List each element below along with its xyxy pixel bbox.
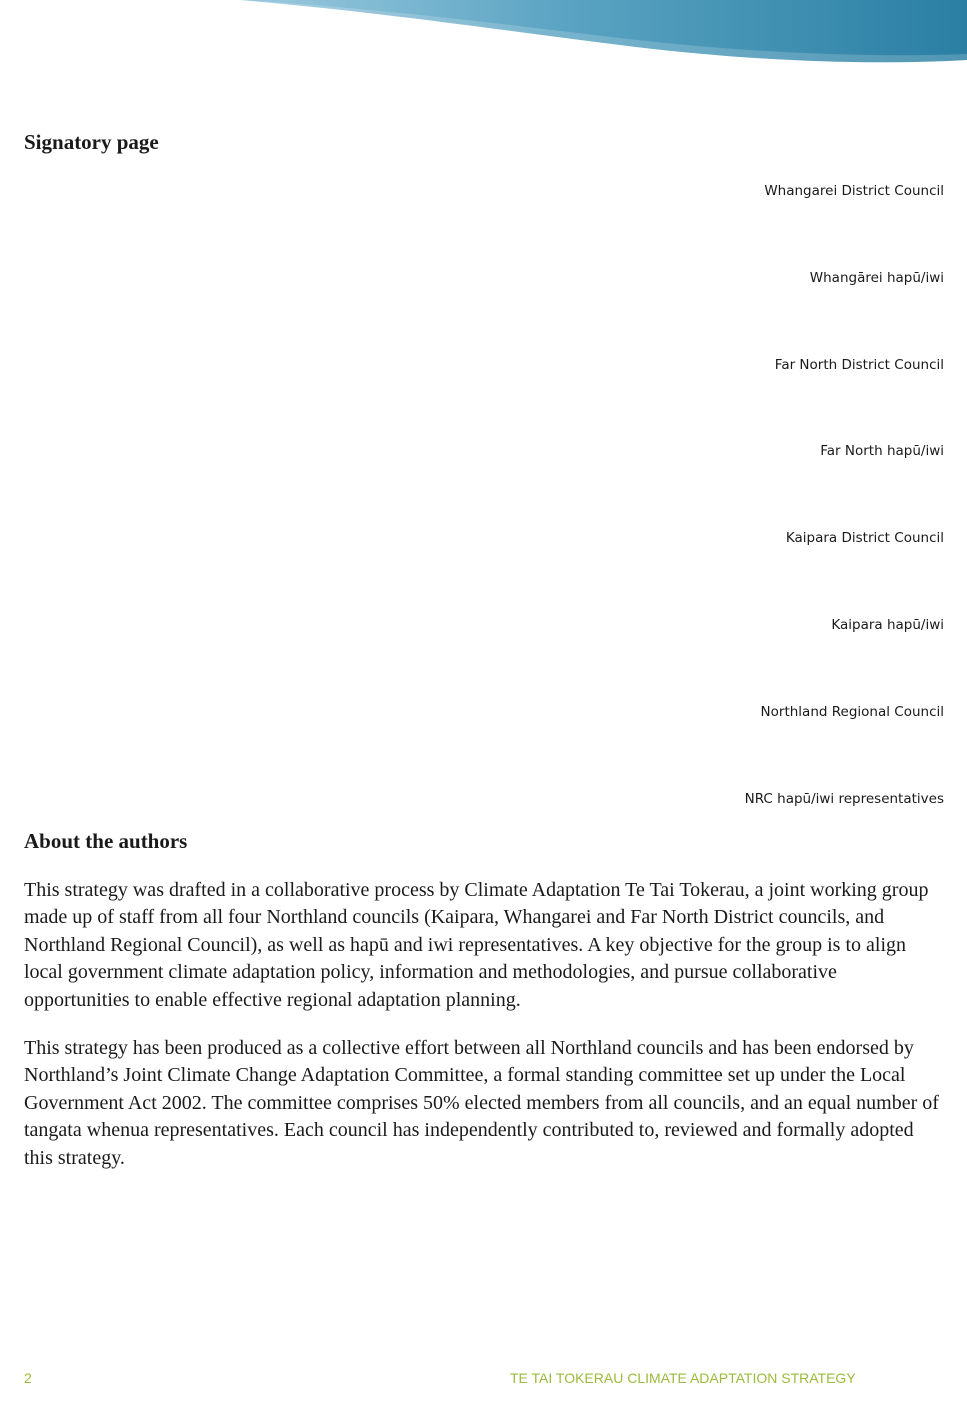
signatory-kaipara-hapu-iwi: Kaipara hapū/iwi <box>831 616 944 633</box>
signatory-far-north-district-council: Far North District Council <box>774 356 944 373</box>
footer-page-number: 2 <box>24 1370 32 1386</box>
footer-document-title: TE TAI TOKERAU CLIMATE ADAPTATION STRATEGY <box>510 1370 856 1386</box>
signatory-far-north-hapu-iwi: Far North hapū/iwi <box>820 443 944 460</box>
authors-paragraph-1: This strategy was drafted in a collaborative process by Climate Adaptation Te Tai Tokerau, a joint working group made up of staff from all four Northland councils (Kaipara, Whangarei and Far North District councils, and Northland Regional Council), as well as hapū and iwi representatives. A key objective for the group is to align local government climate adaptation policy, information and methodologies, and pursue collaborative opportunities to enable effective regional adaptation planning. <box>24 879 929 1011</box>
signatory-list <box>745 181 944 875</box>
about-the-authors-body <box>24 877 944 1193</box>
signatory-whangarei-hapu-iwi: Whangārei hapū/iwi <box>809 269 944 286</box>
signatory-page-heading: Signatory page <box>24 130 159 154</box>
signatory-northland-regional-council: Northland Regional Council <box>760 703 944 720</box>
signatory-nrc-hapu-iwi-representatives: NRC hapū/iwi representatives <box>744 790 944 807</box>
header-wave-decoration <box>0 0 967 70</box>
signatory-kaipara-district-council: Kaipara District Council <box>785 530 944 547</box>
about-the-authors-heading: About the authors <box>24 829 188 853</box>
authors-paragraph-2: This strategy has been produced as a collective effort between all Northland councils and has been endorsed by Northland’s Joint Climate Change Adaptation Committee, a formal standing committee set up under the Local Government Act 2002. The committee comprises 50% elected members from all councils, and an equal number of tangata whenua representatives. Each council has independently contributed to, reviewed and formally adopted this strategy. <box>24 1037 939 1169</box>
signatory-whangarei-district-council: Whangarei District Council <box>764 183 944 199</box>
